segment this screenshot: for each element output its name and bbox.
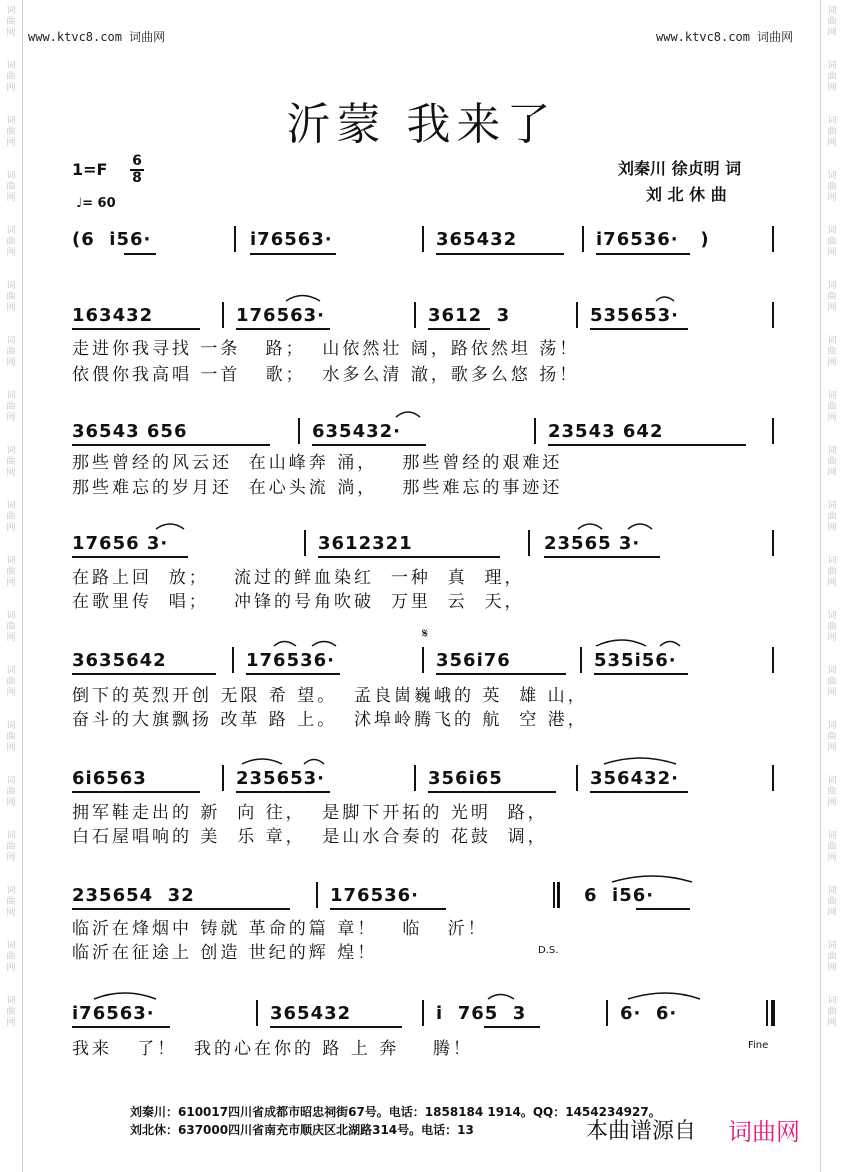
measure-notes: 23543 642 <box>548 421 664 442</box>
slur <box>94 993 156 999</box>
lyrics-verse-2: 依偎你我高唱 一首 歌； 水多么清 澈，歌多么悠 扬！ <box>72 365 580 385</box>
measure-notes: 356i65 <box>428 768 503 789</box>
measure-notes: 23565 3· <box>544 533 641 554</box>
measure-notes: 365432 <box>436 229 518 250</box>
slur <box>286 296 320 302</box>
measure-notes: 365432 <box>270 1003 352 1024</box>
lyrics-verse-2: 那些难忘的岁月还 在心头流 淌， 那些难忘的事迹还 <box>72 478 563 498</box>
measure-notes: 235654 32 <box>72 885 195 906</box>
measure-notes: i76563· <box>72 1003 155 1024</box>
dal-segno-marking: D.S. <box>538 945 559 956</box>
fine-marking: Fine <box>748 1040 769 1051</box>
lyrics-verse-1: 临沂在烽烟中 铸就 革命的篇 章！ 临 沂！ <box>72 919 488 939</box>
composer-credit: 刘 北 休 曲 <box>646 185 727 204</box>
right-edge-watermark: 词 曲 网 词 曲 网 词 曲 网 词 曲 网 词 曲 网 词 曲 网 词 曲 网 词 曲 网 词 曲 网 词 曲 网 词 曲 网 词 曲 网 词 曲 网 词 曲 网 词 曲 网 词 曲 网 词 曲 网 词 曲 网 词 曲 网 <box>827 6 837 1028</box>
site-url-left[interactable]: www.ktvc8.com 词曲网 <box>28 30 166 44</box>
contact-line-2: 刘北休：637000四川省南充市顺庆区北湖路314号。电话：13 <box>130 1123 474 1137</box>
measure-notes: i 765 3 <box>436 1003 527 1024</box>
lyrics-verse-1: 那些曾经的风云还 在山峰奔 涌， 那些曾经的艰难还 <box>72 453 563 473</box>
measure-notes: 3612321 <box>318 533 413 554</box>
lyricist-credit: 刘秦川 徐贞明 词 <box>618 159 742 178</box>
lyrics-verse-1: 走进你我寻找 一条 路； 山依然壮 阔，路依然坦 荡！ <box>72 339 580 359</box>
measure-notes: 3612 3 <box>428 305 511 326</box>
measure-notes: 6 i56· <box>584 885 655 906</box>
slur <box>396 412 420 417</box>
source-label: 本曲谱源自 <box>586 1119 697 1144</box>
contact-line-1: 刘秦川：610017四川省成都市昭忠祠街67号。电话：1858184 1914。QQ：1454234927。 <box>130 1105 661 1119</box>
time-signature-bottom: 8 <box>132 170 142 186</box>
slur <box>628 993 700 999</box>
measure-notes: 176536· <box>246 650 335 671</box>
measure-notes: 356i76 <box>436 650 511 671</box>
lyrics-verse-2: 奋斗的大旗飘扬 改革 路 上。 沭埠岭腾飞的 航 空 港， <box>72 710 588 730</box>
slur <box>656 297 674 301</box>
slur <box>242 759 282 764</box>
measure-notes: (6 i56· <box>72 229 152 250</box>
measure-notes: 235653· <box>236 768 325 789</box>
left-edge-watermark: 词 曲 网 词 曲 网 词 曲 网 词 曲 网 词 曲 网 词 曲 网 词 曲 网 词 曲 网 词 曲 网 词 曲 网 词 曲 网 词 曲 网 词 曲 网 词 曲 网 词 曲 网 词 曲 网 词 曲 网 词 曲 网 词 曲 网 <box>6 6 16 1028</box>
lyrics-verse-2: 在歌里传 唱； 冲锋的号角吹破 万里 云 天， <box>72 592 525 612</box>
lyrics-verse-2: 白石屋唱响的 美 乐 章， 是山水合奏的 花鼓 调， <box>72 827 548 847</box>
slur <box>596 640 646 646</box>
time-signature-top: 6 <box>132 153 142 169</box>
measure-notes: 176563· <box>236 305 325 326</box>
song-title: 沂蒙 我来了 <box>286 99 557 150</box>
slur <box>304 760 324 765</box>
measure-notes: 163432 <box>72 305 154 326</box>
measure-notes: i76563· <box>250 229 333 250</box>
measure-notes: 176536· <box>330 885 419 906</box>
slur <box>660 642 680 647</box>
slur <box>604 758 676 764</box>
lyrics-verse-1: 倒下的英烈开创 无限 希 望。 孟良崮巍峨的 英 雄 山， <box>72 686 588 706</box>
slur <box>578 524 602 529</box>
measure-notes: 36543 656 <box>72 421 188 442</box>
brand-logo-text[interactable]: 词曲网 <box>728 1118 800 1146</box>
lyrics-verse-1: 在路上回 放； 流过的鲜血染红 一种 真 理， <box>72 568 525 588</box>
measure-notes: 535653· <box>590 305 679 326</box>
slur <box>488 995 514 1000</box>
lyrics-verse-1: 拥军鞋走出的 新 向 往， 是脚下开拓的 光明 路， <box>72 803 548 823</box>
measure-notes: 535i56· <box>594 650 677 671</box>
lyrics-verse-2: 临沂在征途上 创造 世纪的辉 煌！ <box>72 943 378 963</box>
lyrics-verse-1: 我来 了！ 我的心在你的 路 上 奔 腾！ <box>72 1039 473 1059</box>
site-url-right[interactable]: www.ktvc8.com 词曲网 <box>656 30 794 44</box>
slur <box>156 524 184 529</box>
slur <box>612 876 692 882</box>
segno-sign: 𝄋 <box>422 626 429 642</box>
slur <box>312 642 336 647</box>
measure-notes: 17656 3· <box>72 533 169 554</box>
measure-notes: 6i6563 <box>72 768 147 789</box>
slur <box>274 642 296 647</box>
measure-notes: 635432· <box>312 421 401 442</box>
measure-notes: 6· 6· <box>620 1003 678 1024</box>
measure-notes: 356432· <box>590 768 679 789</box>
slur <box>628 524 652 529</box>
key-signature: 1=F <box>72 160 108 179</box>
measure-notes: i76536· ) <box>596 229 710 250</box>
measure-notes: 3635642 <box>72 650 167 671</box>
tempo-marking: ♩= 60 <box>76 196 116 211</box>
